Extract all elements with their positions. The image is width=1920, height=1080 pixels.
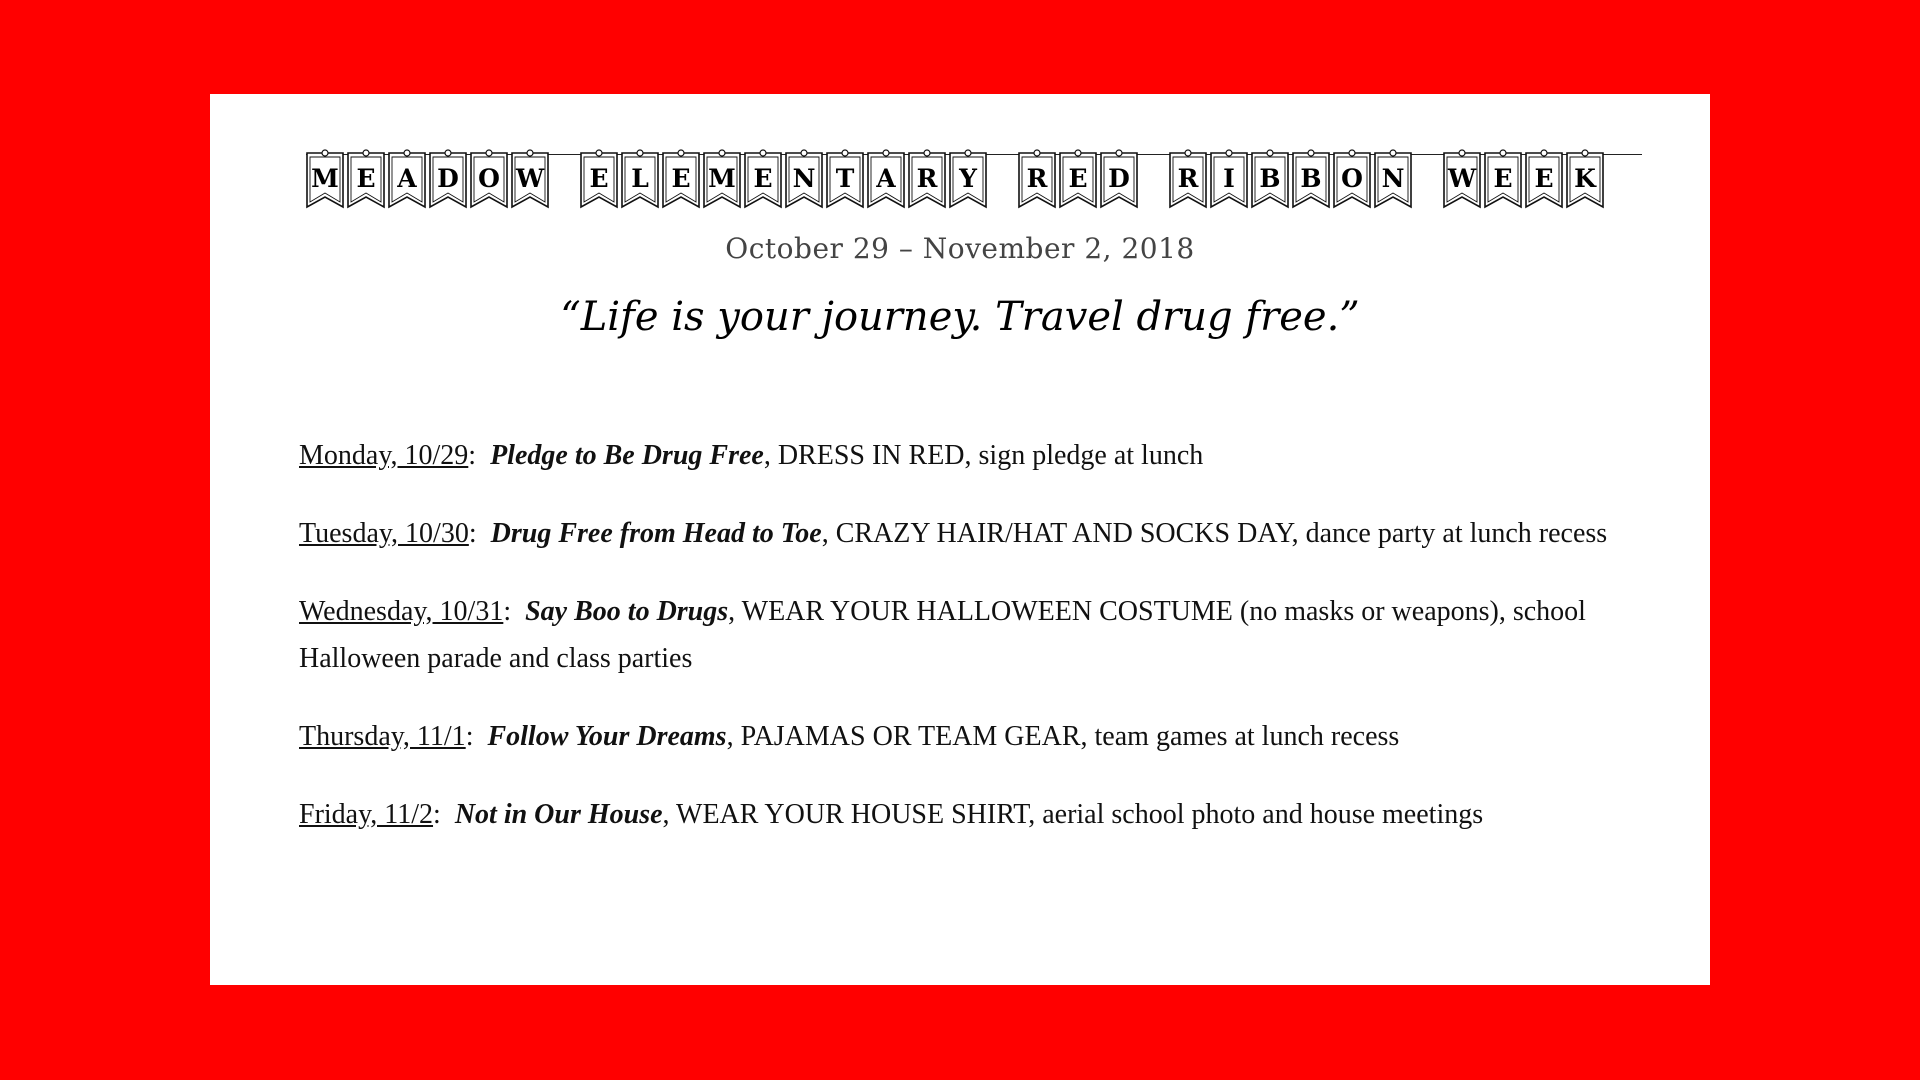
schedule-wednesday: Wednesday, 10/31: Say Boo to Drugs, WEAR YOUR HALLOWEEN COSTUME (no masks or weapons), school Halloween parade and class parties: [299, 596, 1586, 674]
pennant-flag: [580, 147, 618, 209]
pennant-letter: A: [397, 164, 417, 193]
pennant-letter: D: [437, 164, 459, 193]
banner-word: [1443, 147, 1607, 209]
day-details: , PAJAMAS OR TEAM GEAR, team games at lunch recess: [726, 721, 1400, 752]
pennant-letter: E: [671, 164, 691, 193]
day-details: , WEAR YOUR HOUSE SHIRT, aerial school photo and house meetings: [662, 799, 1484, 830]
pennant-letter: A: [876, 164, 896, 193]
pennant-letter: R: [1026, 164, 1048, 193]
pennant-letter: K: [1574, 164, 1596, 193]
pennant-letter: W: [1447, 164, 1477, 193]
pennant-flag: [429, 147, 467, 209]
pennant-flag: [347, 147, 385, 209]
pennant-letter: M: [311, 164, 339, 193]
pennant-letter: O: [1341, 164, 1363, 193]
day-theme: Not in Our House: [454, 799, 663, 830]
pennant-letter: T: [835, 164, 855, 193]
schedule-monday: Monday, 10/29: Pledge to Be Drug Free, DRESS IN RED, sign pledge at lunch: [299, 440, 1204, 471]
pennant-letter: E: [356, 164, 376, 193]
pennant-flag: [1018, 147, 1056, 209]
pennant-flag: [908, 147, 946, 209]
pennant-letter: R: [916, 164, 938, 193]
pennant-banner: [306, 147, 1607, 209]
pennant-letter: M: [708, 164, 736, 193]
day-details: , WEAR YOUR HALLOWEEN COSTUME (no masks or weapons), school Halloween parade and class parties: [299, 596, 1586, 674]
pennant-letter: I: [1223, 164, 1235, 193]
pennant-letter: L: [631, 164, 649, 193]
pennant-flag: [1059, 147, 1097, 209]
pennant-letter: N: [1381, 164, 1405, 193]
motto: “Life is your journey. Travel drug free.”: [560, 294, 1360, 340]
banner-word: [1169, 147, 1415, 209]
pennant-flag: [1169, 147, 1207, 209]
pennant-letter: R: [1177, 164, 1199, 193]
day-label: Monday, 10/29: [299, 440, 469, 471]
pennant-letter: E: [1534, 164, 1554, 193]
pennant-flag: [1292, 147, 1330, 209]
schedule-tuesday: Tuesday, 10/30: Drug Free from Head to Toe, CRAZY HAIR/HAT AND SOCKS DAY, dance party at lunch recess: [299, 518, 1608, 549]
pennant-flag: [744, 147, 782, 209]
pennant-flag: [1443, 147, 1481, 209]
pennant-letter: B: [1300, 164, 1322, 193]
schedule-friday: Friday, 11/2: Not in Our House, WEAR YOUR HOUSE SHIRT, aerial school photo and house meetings: [299, 799, 1484, 830]
pennant-flag: [662, 147, 700, 209]
day-details: , DRESS IN RED, sign pledge at lunch: [763, 440, 1204, 471]
pennant-letter: O: [478, 164, 500, 193]
pennant-letter: E: [1068, 164, 1088, 193]
day-theme: Say Boo to Drugs: [525, 596, 729, 627]
day-theme: Follow Your Dreams: [487, 721, 727, 752]
day-theme: Pledge to Be Drug Free: [490, 440, 764, 471]
pennant-flag: [511, 147, 549, 209]
day-label: Tuesday, 10/30: [299, 518, 469, 549]
pennant-letter: B: [1259, 164, 1281, 193]
pennant-flag: [867, 147, 905, 209]
pennant-flag: [826, 147, 864, 209]
pennant-letter: D: [1108, 164, 1130, 193]
day-label: Friday, 11/2: [299, 799, 434, 830]
pennant-flag: [703, 147, 741, 209]
pennant-letter: W: [515, 164, 545, 193]
pennant-letter: E: [589, 164, 609, 193]
schedule: [299, 432, 1649, 869]
banner-word: [306, 147, 552, 209]
banner-word: [580, 147, 990, 209]
day-details: , CRAZY HAIR/HAT AND SOCKS DAY, dance party at lunch recess: [821, 518, 1608, 549]
pennant-letter: E: [753, 164, 773, 193]
pennant-flag: [1333, 147, 1371, 209]
day-label: Wednesday, 10/31: [299, 596, 504, 627]
banner-word: [1018, 147, 1141, 209]
pennant-flag: [1210, 147, 1248, 209]
pennant-letter: E: [1493, 164, 1513, 193]
pennant-letter: N: [792, 164, 816, 193]
day-label: Thursday, 11/1: [299, 721, 466, 752]
pennant-flag: [1251, 147, 1289, 209]
pennant-flag: [949, 147, 987, 209]
pennant-flag: [306, 147, 344, 209]
pennant-flag: [1484, 147, 1522, 209]
pennant-flag: [1525, 147, 1563, 209]
pennant-flag: [621, 147, 659, 209]
pennant-flag: [388, 147, 426, 209]
pennant-flag: [1566, 147, 1604, 209]
pennant-flag: [785, 147, 823, 209]
pennant-flag: [1100, 147, 1138, 209]
pennant-flag: [1374, 147, 1412, 209]
pennant-letter: Y: [959, 164, 977, 193]
event-dates: October 29 – November 2, 2018: [725, 232, 1195, 265]
day-theme: Drug Free from Head to Toe: [490, 518, 822, 549]
schedule-thursday: Thursday, 11/1: Follow Your Dreams, PAJAMAS OR TEAM GEAR, team games at lunch recess: [299, 721, 1400, 752]
pennant-flag: [470, 147, 508, 209]
flyer-card: [210, 94, 1710, 985]
